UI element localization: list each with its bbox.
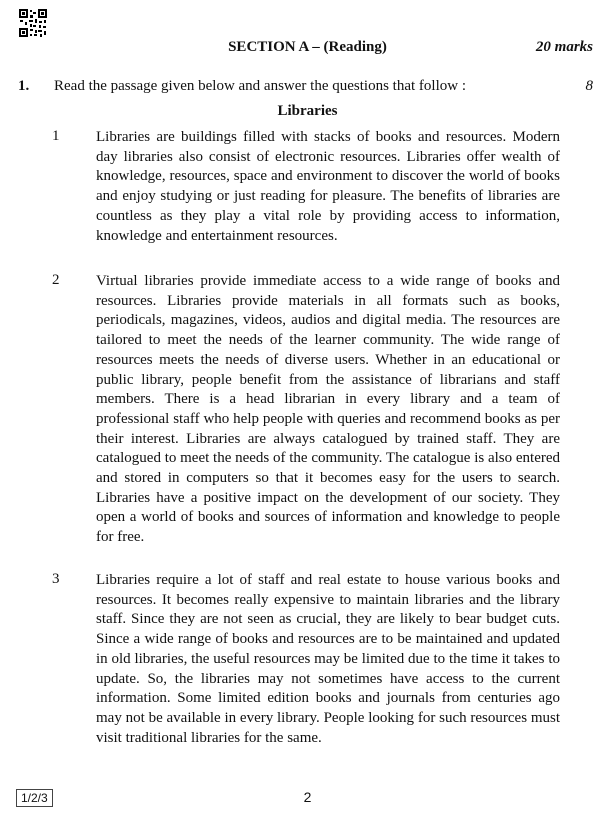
passage-title: Libraries (277, 103, 338, 119)
paragraph: Libraries are buildings filled with stacks of books and resources. Modern day libraries also consist of electronic resources. Libraries offer wealth of knowledge, resources, space and environment to discover the world of books and enjoy studying or just reading for pleasure. The benefits of libraries are countless as they play a vital role by providing access to information, knowledge and entertainment resources. (96, 129, 560, 244)
paper-code: 1/2/3 (16, 789, 53, 807)
section-marks: 20 marks (535, 39, 593, 55)
question-marks: 8 (585, 78, 593, 94)
section-title: SECTION A – (Reading) (228, 39, 387, 55)
paragraph: Virtual libraries provide immediate access to a wide range of books and resources. Libraries provide materials in all formats such as books, periodicals, magazines, videos, audios and digital media. The resources are tailored to meet the needs of the learner community. The wide range of resources meets the needs of diverse users. Whether in an educational or public library, people benefit from the assistance of librarians and staff members. There is a head librarian in every library and a team of professional staff who help people with queries and recommend books as per their interest. Libraries are always catalogued by trained staff. They are catalogued to meet the needs of the community. The catalogue is also entered and stored in computers so that it becomes easy for the users to search. Libraries have a positive impact on the development of our society. They open a world of books and sources of information and knowledge to people for free. (96, 273, 561, 546)
question-number: 1. (18, 78, 30, 94)
page-number: 2 (303, 789, 312, 805)
paragraph: Libraries require a lot of staff and real estate to house various books and resources. It becomes really expensive to maintain libraries and the library staff. Since they are not seen as crucial, they are likely to bear budget cuts. Since a wide range of books and resources are to be maintained and updated in old libraries, the useful resources may be limited due to the time it takes to update. So, the libraries may not sometimes have access to the current information. Some limited edition books and journals from centuries ago may not be available in every library. People looking for such resources must visit traditional libraries for the same. (96, 572, 560, 746)
paragraph-number: 2 (52, 272, 60, 288)
question-instruction: Read the passage given below and answer the questions that follow : (54, 78, 466, 94)
qr-code-icon (18, 8, 48, 38)
paragraph-number: 3 (52, 571, 60, 587)
paragraph-number: 1 (52, 128, 60, 144)
